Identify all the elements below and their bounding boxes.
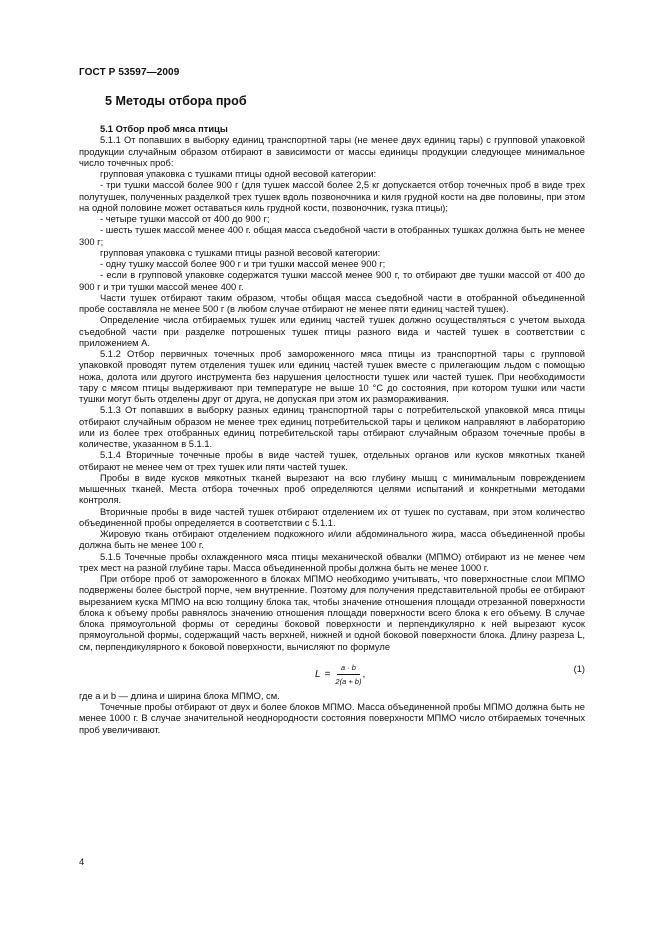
list-item: - четыре тушки массой от 400 до 900 г; — [100, 214, 270, 224]
formula-lhs: L — [315, 668, 321, 680]
list-item: - если в групповой упаковке содержатся тушки массой менее 900 г, то отбирают две тушки массой от 400 до 900 г и три тушки массой менее 400 г. — [79, 270, 585, 292]
paragraph: групповая упаковка с тушками птицы разной весовой категории: — [100, 247, 381, 258]
paragraph: 5.1.2 Отбор первичных точечных проб замороженного мяса птицы из транспортной тары с групповой упаковкой проводят путем отделения тушек или единиц частей тушек вместе с прилегающим льдом с помощью ножа, долота или другого инструмента без нарушения целостности тушек или частей тушек. При необходимости тару с мясом птицы выдерживают при температуре не выше 10 °С до состояния, при котором тушки или части тушки могут быть отделены друг от друга, не допуская при этом их размораживания. — [79, 349, 585, 404]
list-item: - три тушки массой более 900 г (для тушек массой более 2,5 кг допускается отбор точечных проб в виде трех полутушек, полученных разделкой трех тушек вдоль позвоночника и киля грудной кости на две половины, при этом на одной половине может оставаться киль грудной кости, позвоночник, гузка птицы); — [79, 180, 585, 213]
list-item: - шесть тушек массой менее 400 г. общая масса съедобной части в отобранных тушках должна быть не менее 300 г; — [79, 225, 585, 247]
paragraph: Вторичные пробы в виде частей тушек отбирают отделением их от тушек по суставам, при этом количество объединенной пробы определяется в соответствии с 5.1.1. — [79, 506, 585, 528]
paragraph: 5.1.4 Вторичные точечные пробы в виде частей тушек, отдельных органов или кусков мякотных тканей отбирают не менее чем от трех тушек или пяти частей тушек. — [79, 450, 585, 472]
paragraph: 5.1.5 Точечные пробы охлажденного мяса птицы механической обвалки (МПМО) отбирают из не менее чем трех мест на разной глубине тары. Масса объединенной пробы должна быть не менее 1000 г. — [79, 551, 585, 573]
formula-block — [79, 656, 585, 690]
equation-number: (1) — [573, 663, 585, 674]
paragraph: Части тушек отбирают таким образом, чтобы общая масса съедобной части в отобранной объединенной пробе составляла не менее 500 г (в любом случае отбирают не менее пяти единиц частей тушек). — [79, 292, 585, 314]
document-code: ГОСТ Р 53597—2009 — [79, 67, 180, 78]
paragraph: Пробы в виде кусков мякотных тканей вырезают на всю глубину мышц с минимальным повреждением мышечных тканей. Места отбора точечных проб определяются целями испытаний и конкретными методами контроля. — [79, 472, 585, 506]
paragraph: 5.1.3 От попавших в выборку разных единиц транспортной тары с потребительской упаковкой мяса птицы отбирают случайным образом не менее трех единиц потребительской тары и целиком направляют в лабораторию или из более трех отобранных единиц потребительской тары отбирают случайным образом точечные пробы в количестве, указанном в 5.1.1. — [79, 405, 585, 449]
formula-comma: , — [362, 668, 366, 680]
subsection-title: 5.1 Отбор проб мяса птицы — [100, 124, 228, 134]
document-body — [79, 124, 585, 736]
section-title: 5 Методы отбора проб — [105, 94, 247, 108]
formula — [315, 662, 365, 688]
paragraph: Жировую ткань отбирают отделением подкожного и/или абдоминального жира, масса объединенной пробы должна быть не менее 100 г. — [79, 529, 585, 551]
formula-fraction — [335, 662, 361, 688]
paragraph: При отборе проб от замороженного в блоках МПМО необходимо учитывать, что поверхностные слои МПМО подвержены более быстрой порче, чем внутренние. Поэтому для получения представительной пробы ее отбирают вырезанием куска МПМО на всю толщину блока так, чтобы значение отношения площади отрезанной поверхности блока к объему пробы равнялось значению отношения площади поверхности всего блока к его объему. В случае блока прямоугольной формы от середины боковой поверхности и перпендикулярно к ней вырезают кусок прямоугольной формы, содержащий часть верхней, нижней и одной боковой поверхности блока. Длину разреза L, см, перпендикулярного к боковой поверхности, вычисляют по формуле — [79, 574, 585, 652]
page-number: 4 — [79, 857, 85, 868]
paragraph: Точечные пробы отбирают от двух и более блоков МПМО. Масса объединенной пробы МПМО должна быть не менее 1000 г. В случае значительной неоднородности состояния поверхности МПМО число отбираемых точечных проб увеличивают. — [79, 702, 585, 735]
paragraph: групповая упаковка с тушками птицы одной весовой категории: — [100, 169, 377, 179]
paragraph: Определение числа отбираемых тушек или единиц частей тушек должно осуществляться с учетом выхода съедобной части при разделке потрошеных тушек птицы разного вида и частей тушек в соответствии с приложением А. — [79, 315, 585, 348]
formula-equals: = — [324, 668, 331, 680]
formula-denominator: 2(a + b) — [335, 677, 362, 686]
list-item: - одну тушку массой более 900 г и три тушки массой менее 900 г; — [100, 259, 386, 269]
paragraph: 5.1.1 От попавших в выборку единиц транспортной тары (не менее двух единиц тары) с групповой упаковкой продукции случайным образом отбирают в зависимости от массы единицы продукции следующее минимальное число точечных проб: — [79, 135, 585, 168]
formula-numerator: a · b — [337, 662, 360, 675]
formula-explanation: где a и b — длина и ширина блока МПМО, см. — [79, 690, 280, 701]
